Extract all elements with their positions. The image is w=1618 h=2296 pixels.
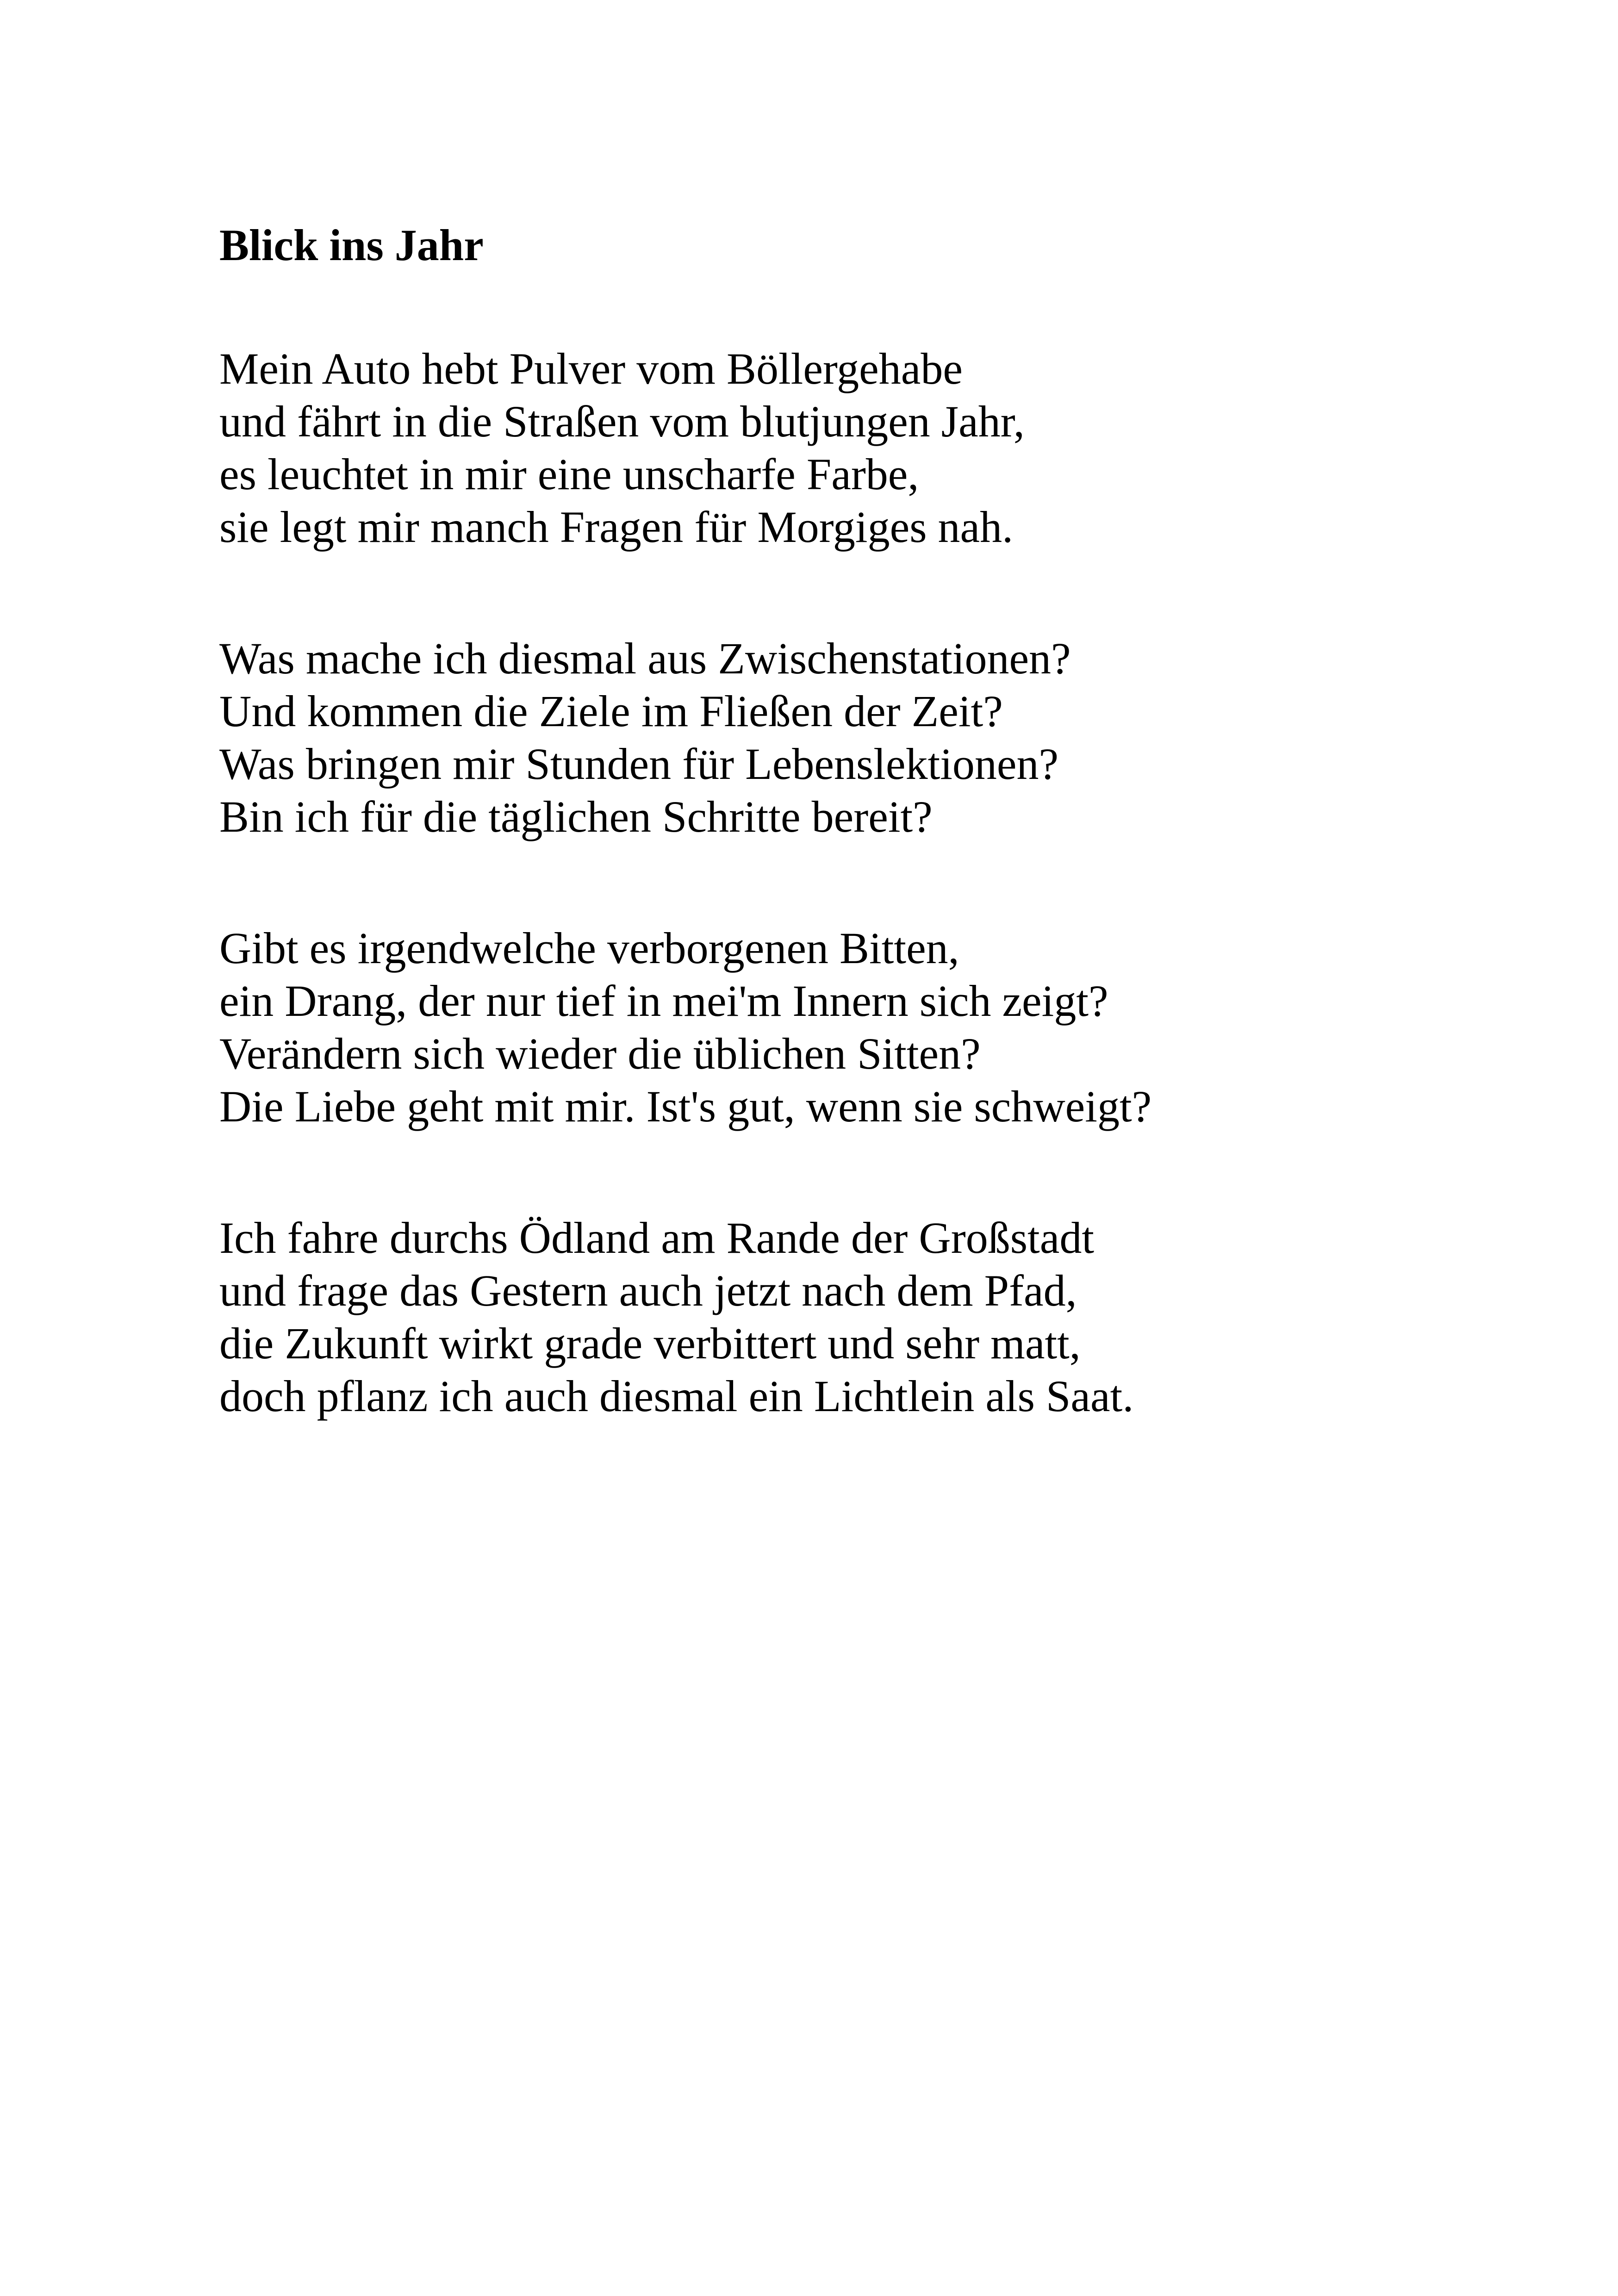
poem-line: Verändern sich wieder die üblichen Sitten? xyxy=(219,1029,981,1078)
stanza-3 xyxy=(219,922,1469,1133)
poem-line: Die Liebe geht mit mir. Ist's gut, wenn sie schweigt? xyxy=(219,1082,1152,1131)
poem-line: Gibt es irgendwelche verborgenen Bitten, xyxy=(219,923,959,973)
poem-line: Was mache ich diesmal aus Zwischenstationen? xyxy=(219,634,1071,683)
poem xyxy=(219,208,1469,1501)
poem-line: die Zukunft wirkt grade verbittert und sehr matt, xyxy=(219,1319,1081,1368)
poem-line: Was bringen mir Stunden für Lebenslektionen? xyxy=(219,739,1059,789)
poem-line: Mein Auto hebt Pulver vom Böllergehabe xyxy=(219,344,963,393)
stanza-2 xyxy=(219,632,1469,843)
poem-line: sie legt mir manch Fragen für Morgiges nah. xyxy=(219,502,1014,552)
poem-title: Blick ins Jahr xyxy=(219,220,484,270)
stanza-4 xyxy=(219,1212,1469,1423)
poem-line: Und kommen die Ziele im Fließen der Zeit? xyxy=(219,686,1003,736)
poem-line: Ich fahre durchs Ödland am Rande der Großstadt xyxy=(219,1213,1094,1263)
poem-line: ein Drang, der nur tief in mei'm Innern sich zeigt? xyxy=(219,976,1108,1026)
poem-line: doch pflanz ich auch diesmal ein Lichtlein als Saat. xyxy=(219,1371,1134,1421)
poem-line: es leuchtet in mir eine unscharfe Farbe, xyxy=(219,449,919,499)
poem-line: Bin ich für die täglichen Schritte bereit? xyxy=(219,792,933,841)
poem-line: und fährt in die Straßen vom blutjungen Jahr, xyxy=(219,397,1025,446)
poem-line: und frage das Gestern auch jetzt nach dem Pfad, xyxy=(219,1266,1077,1315)
stanza-1 xyxy=(219,342,1469,554)
